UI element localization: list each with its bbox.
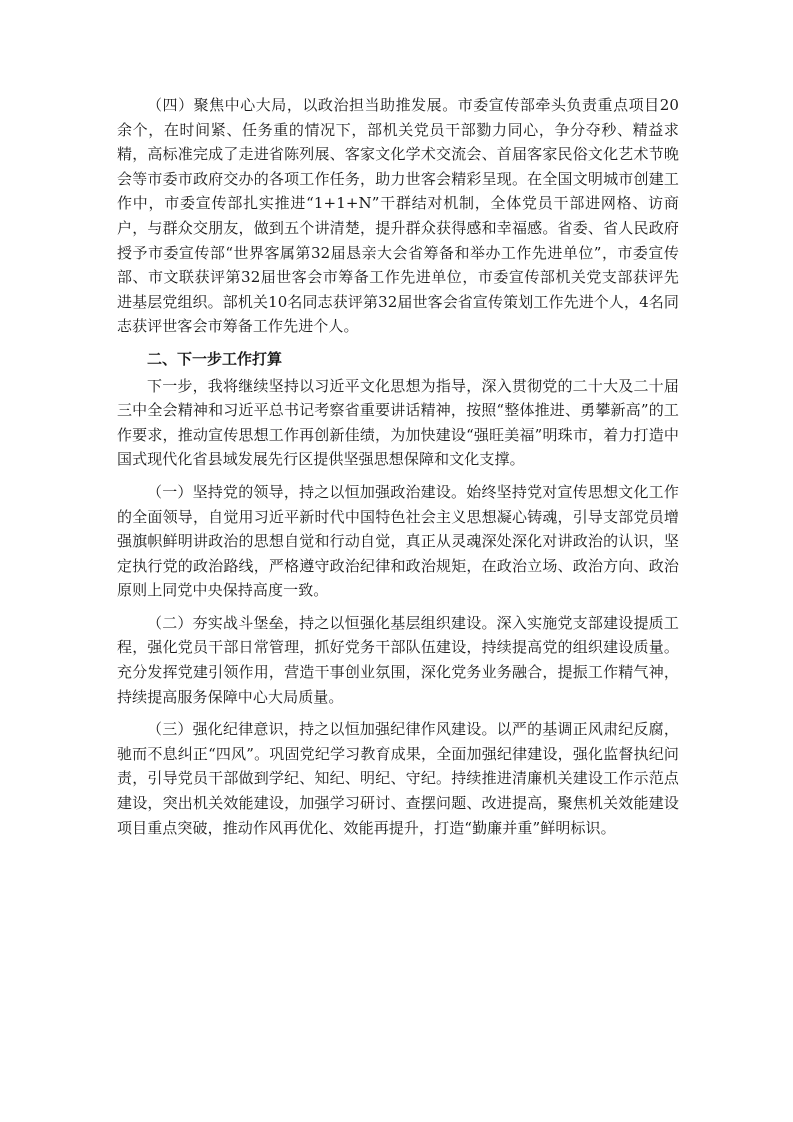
section-heading-next-steps: 二、下一步工作打算	[147, 349, 283, 368]
paragraph-next-steps-intro: 下一步，我将继续坚持以习近平文化思想为指导，深入贯彻党的二十大及二十届三中全会精神和习近平总书记考察省重要讲话精神，按照“整体推进、勇攀新高”的工作要求，推动宣传思想工作再创新佳绩，为加快建设“强旺美福”明珠市，着力打造中国式现代化省县域发展先行区提供坚强思想保障和文化支撑。	[117, 376, 679, 469]
paragraph-grassroots-organization: （二）夯实战斗堡垒，持之以恒强化基层组织建设。深入实施党支部建设提质工程，强化党员干部日常管理，抓好党务干部队伍建设，持续提高党的组织建设质量。充分发挥党建引领作用，营造干事创业氛围，深化党务业务融合，提振工作精气神，持续提高服务保障中心大局质量。	[117, 613, 679, 706]
document-body	[117, 93, 679, 848]
paragraph-discipline-style: （三）强化纪律意识，持之以恒加强纪律作风建设。以严的基调正风肃纪反腐，驰而不息纠正“四风”。巩固党纪学习教育成果，全面加强纪律建设，强化监督执纪问责，引导党员干部做到学纪、知纪、明纪、守纪。持续推进清廉机关建设工作示范点建设，突出机关效能建设，加强学习研讨、查摆问题、改进提高，聚焦机关效能建设项目重点突破，推动作风再优化、效能再提升，打造“勤廉并重”鲜明标识。	[117, 720, 679, 837]
paragraph-focus-center-task: （四）聚焦中心大局，以政治担当助推发展。市委宣传部牵头负责重点项目20余个，在时间紧、任务重的情况下，部机关党员干部勠力同心，争分夺秒、精益求精，高标准完成了走进省陈列展、客家文化学术交流会、首届客家民俗文化艺术节晚会等市委市政府交办的各项工作任务，助力世客会精彩呈现。在全国文明城市创建工作中，市委宣传部扎实推进“1+1+N”干群结对机制，全体党员干部进网格、访商户，与群众交朋友，做到五个讲清楚，提升群众获得感和幸福感。省委、省人民政府授予市委宣传部“世界客属第32届恳亲大会省筹备和举办工作先进单位”，市委宣传部、市文联获评第32届世客会市筹备工作先进单位，市委宣传部机关党支部获评先进基层党组织。部机关10名同志获评第32届世客会省宣传策划工作先进个人，4名同志获评世客会市筹备工作先进个人。	[117, 96, 679, 336]
paragraph-party-leadership: （一）坚持党的领导，持之以恒加强政治建设。始终坚持党对宣传思想文化工作的全面领导，自觉用习近平新时代中国特色社会主义思想凝心铸魂，引导支部党员增强旗帜鲜明讲政治的思想自觉和行动自觉，真正从灵魂深处深化对讲政治的认识，坚定执行党的政治路线，严格遵守政治纪律和政治规矩，在政治立场、政治方向、政治原则上同党中央保持高度一致。	[117, 482, 679, 600]
